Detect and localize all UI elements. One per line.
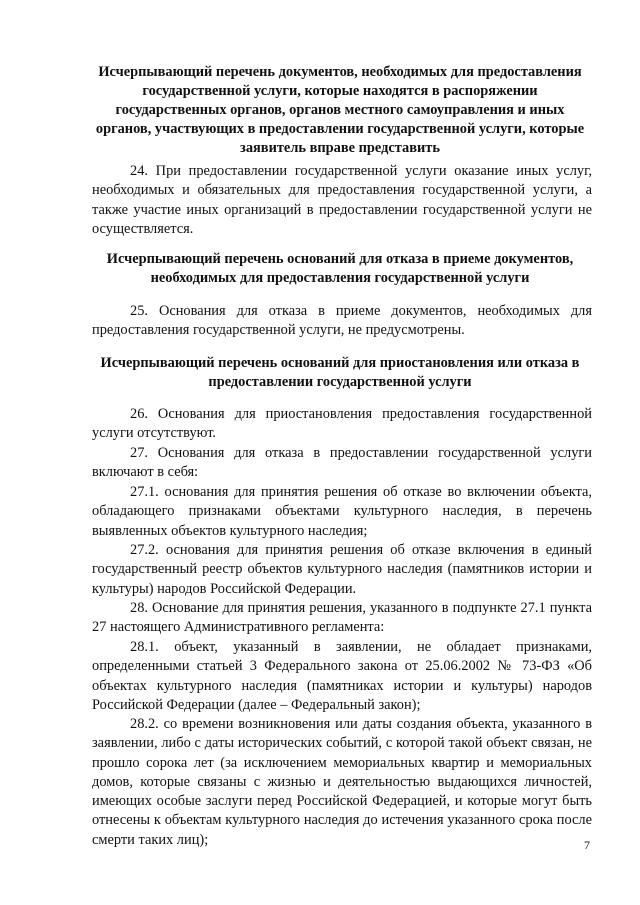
paragraph-28-2: 28.2. со времени возникновения или даты создания объекта, указанного в заявлении, либо с даты исторических событий, с которой такой объект связан, не прошло сорока лет (за исключением мемориальных квартир и мемориальных домов, которые связаны с жизнью и деятельностью выдающихся личностей, имеющих особые заслуги перед Российской Федерацией, и которые могут быть отнесены к объектам культурного наследия до истечения указанного срока после смерти таких лиц); — [92, 716, 592, 848]
paragraph-25: 25. Основания для отказа в приеме документов, необходимых для предоставления государственной услуги, не предусмотрены. — [92, 303, 592, 339]
paragraph-28: 28. Основание для принятия решения, указанного в подпункте 27.1 пункта 27 настоящего Административного регламента: — [92, 600, 592, 636]
heading-refusal-acceptance: Исчерпывающий перечень оснований для отказа в приеме документов, необходимых для предоставления государственной услуги — [106, 251, 574, 286]
heading-documents-list: Исчерпывающий перечень документов, необходимых для предоставления государственной услуги, которые находятся в распоряжении государственных органов, органов местного самоуправления и иных органов, участвующих в предоставлении государственной услуги, которые заявитель вправе представить — [95, 64, 585, 156]
page-number: 7 — [584, 838, 590, 852]
paragraph-24: 24. При предоставлении государственной услуги оказание иных услуг, необходимых и обязательных для предоставления государственной услуги, а также участие иных организаций в предоставлении государственной услуги не осуществляется. — [92, 163, 592, 237]
heading-suspension-refusal: Исчерпывающий перечень оснований для приостановления или отказа в предоставлении государственной услуги — [100, 355, 580, 390]
paragraph-28-1: 28.1. объект, указанный в заявлении, не обладает признаками, определенными статьей 3 Федерального закона от 25.06.2002 № 73-ФЗ «Об объектах культурного наследия (памятниках истории и культуры) народов Российской Федерации (далее – Федеральный закон); — [92, 639, 592, 713]
paragraph-27: 27. Основания для отказа в предоставлении государственной услуги включают в себя: — [92, 445, 592, 481]
paragraph-27-1: 27.1. основания для принятия решения об отказе во включении объекта, обладающего признаками объектами культурного наследия, в перечень выявленных объектов культурного наследия; — [92, 484, 592, 539]
paragraph-27-2: 27.2. основания для принятия решения об отказе включения в единый государственный реестр объектов культурного наследия (памятников истории и культуры) народов Российской Федерации. — [92, 542, 592, 597]
paragraph-26: 26. Основания для приостановления предоставления государственной услуги отсутствуют. — [92, 406, 592, 442]
